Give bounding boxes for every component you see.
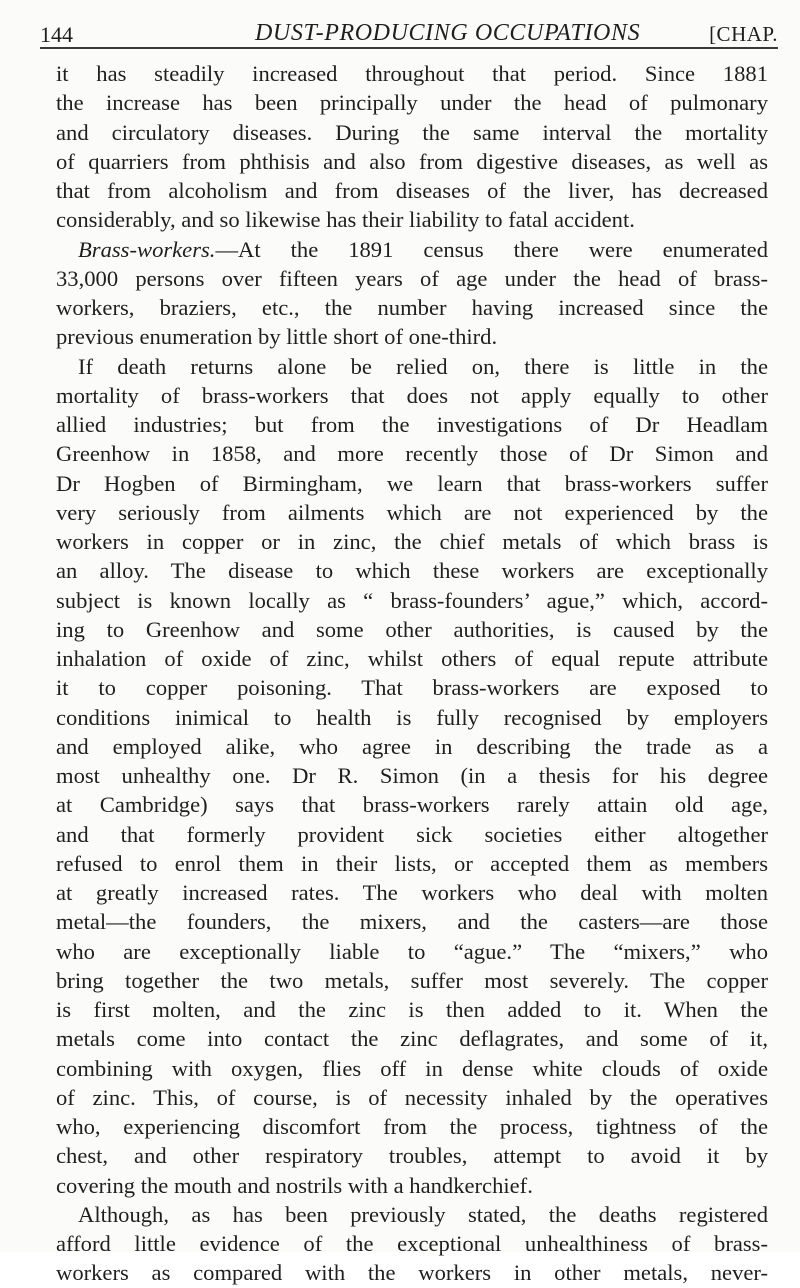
section-heading-rest: —At the 1891 census there were enumerated bbox=[215, 236, 768, 262]
text-line: the increase has been principally under the head of pulmonary bbox=[56, 90, 768, 116]
text-line: Although, as has been previously stated, the deaths registered bbox=[78, 1201, 768, 1227]
section-heading-line bbox=[56, 235, 768, 264]
text-line: very seriously from ailments which are not experienced by the bbox=[56, 499, 768, 525]
text-line: an alloy. The disease to which these workers are exceptionally bbox=[56, 558, 768, 584]
text-line: refused to enrol them in their lists, or accepted them as members bbox=[56, 850, 768, 876]
text-line: who are exceptionally liable to “ague.” The “mixers,” who bbox=[56, 938, 768, 964]
text-line: who, experiencing discomfort from the process, tightness of the bbox=[56, 1114, 768, 1139]
text-line: of quarriers from phthisis and also from digestive diseases, as well as bbox=[56, 148, 768, 174]
text-line: of zinc. This, of course, is of necessity inhaled by the operatives bbox=[56, 1084, 768, 1110]
text-line: bring together the two metals, suffer most severely. The copper bbox=[56, 967, 768, 993]
text-line: Dr Hogben of Birmingham, we learn that brass-workers suffer bbox=[56, 470, 768, 496]
header-rule bbox=[40, 47, 778, 49]
text-line: is first molten, and the zinc is then added to it. When the bbox=[56, 997, 768, 1022]
text-line: workers, braziers, etc., the number having increased since the bbox=[56, 295, 768, 320]
text-line: it to copper poisoning. That brass-workers are exposed to bbox=[56, 675, 768, 701]
text-line: chest, and other respiratory troubles, attempt to avoid it by bbox=[56, 1143, 768, 1169]
text-line: at Cambridge) says that brass-workers rarely attain old age, bbox=[56, 792, 768, 818]
text-line: covering the mouth and nostrils with a handkerchief. bbox=[56, 1172, 533, 1198]
section-heading: Brass-workers. bbox=[78, 236, 216, 262]
body-text bbox=[56, 59, 768, 1288]
chapter-label: [CHAP. bbox=[709, 22, 778, 46]
text-line: mortality of brass-workers that does not apply equally to other bbox=[56, 382, 768, 408]
text-line: and that formerly provident sick societies either altogether bbox=[56, 821, 768, 847]
text-line: considerably, and so likewise has their liability to fatal accident. bbox=[56, 207, 635, 233]
text-line: allied industries; but from the investigations of Dr Headlam bbox=[56, 412, 768, 437]
text-line: inhalation of oxide of zinc, whilst others of equal repute attribute bbox=[56, 646, 768, 671]
text-line: 33,000 persons over fifteen years of age under the head of brass- bbox=[56, 265, 768, 291]
text-line: previous enumeration by little short of one-third. bbox=[56, 324, 498, 350]
page-number: 144 bbox=[40, 22, 73, 47]
text-line: conditions inimical to health is fully recognised by employers bbox=[56, 704, 768, 730]
text-line: and circulatory diseases. During the same interval the mortality bbox=[56, 119, 768, 145]
text-line: workers as compared with the workers in other metals, never- bbox=[56, 1260, 768, 1286]
text-line: metal—the founders, the mixers, and the casters—are those bbox=[56, 909, 768, 935]
text-line: it has steadily increased throughout that period. Since 1881 bbox=[56, 61, 768, 86]
text-line: metals come into contact the zinc deflagrates, and some of it, bbox=[56, 1026, 768, 1052]
text-line: ing to Greenhow and some other authorities, is caused by the bbox=[56, 616, 768, 642]
text-line: Greenhow in 1858, and more recently those of Dr Simon and bbox=[56, 441, 768, 467]
text-line: workers in copper or in zinc, the chief metals of which brass is bbox=[56, 529, 768, 554]
text-line: combining with oxygen, flies off in dense white clouds of oxide bbox=[56, 1055, 768, 1081]
text-line: that from alcoholism and from diseases of the liver, has decreased bbox=[56, 178, 768, 203]
text-line: at greatly increased rates. The workers who deal with molten bbox=[56, 880, 768, 905]
text-line: afford little evidence of the exceptional unhealthiness of brass- bbox=[56, 1231, 768, 1256]
running-title: DUST-PRODUCING OCCUPATIONS bbox=[255, 20, 641, 46]
text-line: and employed alike, who agree in describing the trade as a bbox=[56, 733, 768, 759]
text-line: If death returns alone be relied on, there is little in the bbox=[78, 353, 768, 379]
text-line: most unhealthy one. Dr R. Simon (in a thesis for his degree bbox=[56, 763, 768, 788]
text-line: subject is known locally as “ brass-founders’ ague,” which, accord- bbox=[56, 587, 768, 613]
